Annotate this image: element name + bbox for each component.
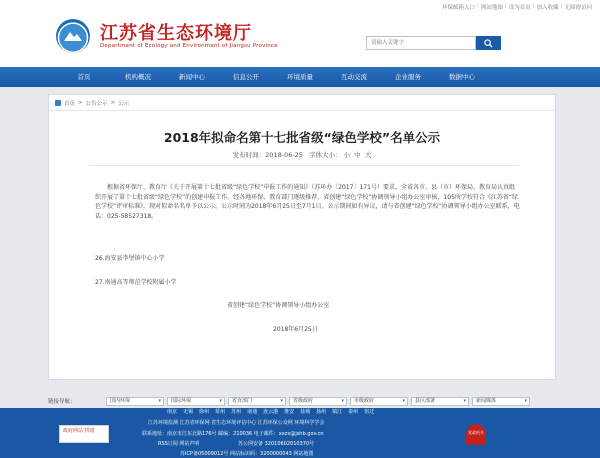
nav-info-public[interactable]: 信息公开: [233, 73, 259, 81]
nav-home[interactable]: 首页: [77, 73, 91, 81]
city-links: [167, 408, 374, 415]
list-item: 26.海安县李堡镇中心小学: [95, 255, 165, 262]
main-nav: [0, 67, 600, 87]
font-size-medium[interactable]: 中: [354, 151, 361, 159]
footer-icp[interactable]: 苏ICP备05009012号 网站标识码：3200000043 网站地图: [180, 451, 314, 457]
site-subtitle: Department of Ecology and Environment of Jiangsu Province: [100, 43, 278, 49]
city-link[interactable]: 无锡: [183, 409, 194, 415]
publish-date: 2018-06-25: [265, 151, 303, 159]
party-gov-badge[interactable]: 党政机关: [466, 424, 486, 445]
footer-rss[interactable]: RSS订阅 网站声明: [158, 441, 200, 447]
select-province-gov[interactable]: 省级政府 ▾: [289, 397, 347, 406]
article-title: 2018年拟命名第十七批省级“绿色学校”名单公示: [163, 130, 441, 145]
site-title[interactable]: 江苏省生态环境厅: [100, 23, 252, 44]
font-size-large[interactable]: 大: [364, 151, 372, 159]
footer-links[interactable]: 江苏环境监测 江苏省环保网 省生态环境评估中心 江苏环保公众网 环境科学学会: [148, 420, 325, 426]
search-input[interactable]: [366, 36, 476, 50]
city-link[interactable]: 扬州: [316, 409, 327, 415]
font-size-small[interactable]: 小: [343, 151, 351, 159]
breadcrumb-publicity[interactable]: 公示: [118, 101, 130, 107]
site-logo-icon[interactable]: [56, 19, 90, 53]
city-link[interactable]: 南通: [247, 409, 258, 415]
search-button[interactable]: [476, 36, 501, 50]
article-body: 根据省环保厅、教育厅《关于开展第十七批省级“绿色学校”申报工作的通知》（苏环办〔2017〕171号）要求，全省各市、县（市）环保局、教育局认真组织开展了第十七批省级“绿色学校”的创建申报工作。经各地环保、教育部门逐级推荐，省创建“绿色学校”协调领导小组办公室审核，105所学校符合《江苏省“绿色学校”评审标准》，现对拟命名名单予以公示。公示时间为2018年6月25日至7月1日。公示期间如有异议，请与省创建“绿色学校”协调领导小组办公室联系，电话：025-58527318。: [95, 184, 520, 220]
top-link-favorite[interactable]: 加入收藏: [536, 5, 559, 11]
top-links: 环保邮箱入口 | 网站地图 | 设为首页 | 加入收藏 | 无障碍访问: [441, 3, 592, 11]
city-link[interactable]: 泰州: [348, 409, 359, 415]
city-link[interactable]: 南京: [167, 409, 178, 415]
home-icon: [55, 100, 61, 106]
article-signature: 省创建“绿色学校”协调领导小组办公室: [227, 302, 330, 309]
city-link[interactable]: 徐州: [199, 409, 210, 415]
quick-links: [48, 396, 556, 406]
nav-organization[interactable]: 机构概况: [125, 73, 151, 81]
city-link[interactable]: 连云港: [263, 409, 279, 415]
city-link[interactable]: 宿迁: [364, 409, 375, 415]
city-link[interactable]: 常州: [215, 409, 226, 415]
site-header: [0, 0, 600, 67]
list-item: 27.南通高等师范学校附属小学: [95, 279, 177, 286]
select-news-media[interactable]: 新闻媒体 ▾: [472, 397, 530, 406]
nav-env-quality[interactable]: 环境质量: [287, 73, 313, 81]
breadcrumb: 首页 > 公告公示 > 公示: [55, 99, 129, 107]
quick-links-label: 链接导航：: [48, 399, 76, 405]
city-link[interactable]: 苏州: [231, 409, 242, 415]
select-international-env[interactable]: 国际环保 ▾: [167, 397, 225, 406]
top-link-sitemap[interactable]: 网站地图: [480, 5, 503, 11]
breadcrumb-notices[interactable]: 公告公示: [85, 101, 108, 107]
footer-contact: 联系地址：南京市江东北路176号 邮编：210036 电子邮件：xxzx@jshb.gov.cn: [142, 431, 324, 437]
top-link-mailbox[interactable]: 环保邮箱入口: [441, 5, 475, 11]
city-link[interactable]: 淮安: [284, 409, 295, 415]
article-panel: [48, 94, 556, 380]
error-report-badge[interactable]: 政府网站 找错: [59, 425, 109, 443]
city-link[interactable]: 镇江: [332, 409, 343, 415]
select-county-dept[interactable]: 县区部署 ▾: [411, 397, 469, 406]
divider: [89, 165, 519, 166]
breadcrumb-home[interactable]: 首页: [64, 101, 76, 107]
nav-data-center[interactable]: 数据中心: [449, 73, 475, 81]
city-link[interactable]: 盐城: [300, 409, 311, 415]
divider: [49, 110, 555, 111]
article-sign-date: 2018年6月25日: [273, 326, 318, 333]
top-link-accessibility[interactable]: 无障碍访问: [564, 5, 592, 11]
select-domestic-env[interactable]: 国内环保 ▾: [106, 397, 164, 406]
nav-enterprise[interactable]: 企业服务: [395, 73, 421, 81]
select-city-gov[interactable]: 市级政府 ▾: [350, 397, 408, 406]
footer-police-record[interactable]: 苏公网安备 32010602010370号: [238, 441, 315, 447]
nav-news[interactable]: 新闻中心: [179, 73, 205, 81]
article-meta: 发布时间：2018-06-25 字体大小： 小 中 大: [232, 151, 372, 159]
select-province-departments[interactable]: 省直部门 ▾: [228, 397, 286, 406]
logo-mountain-icon: [64, 29, 82, 41]
search-icon: [484, 39, 493, 48]
nav-interaction[interactable]: 互动交流: [341, 73, 367, 81]
top-link-homepage[interactable]: 设为首页: [508, 5, 531, 11]
